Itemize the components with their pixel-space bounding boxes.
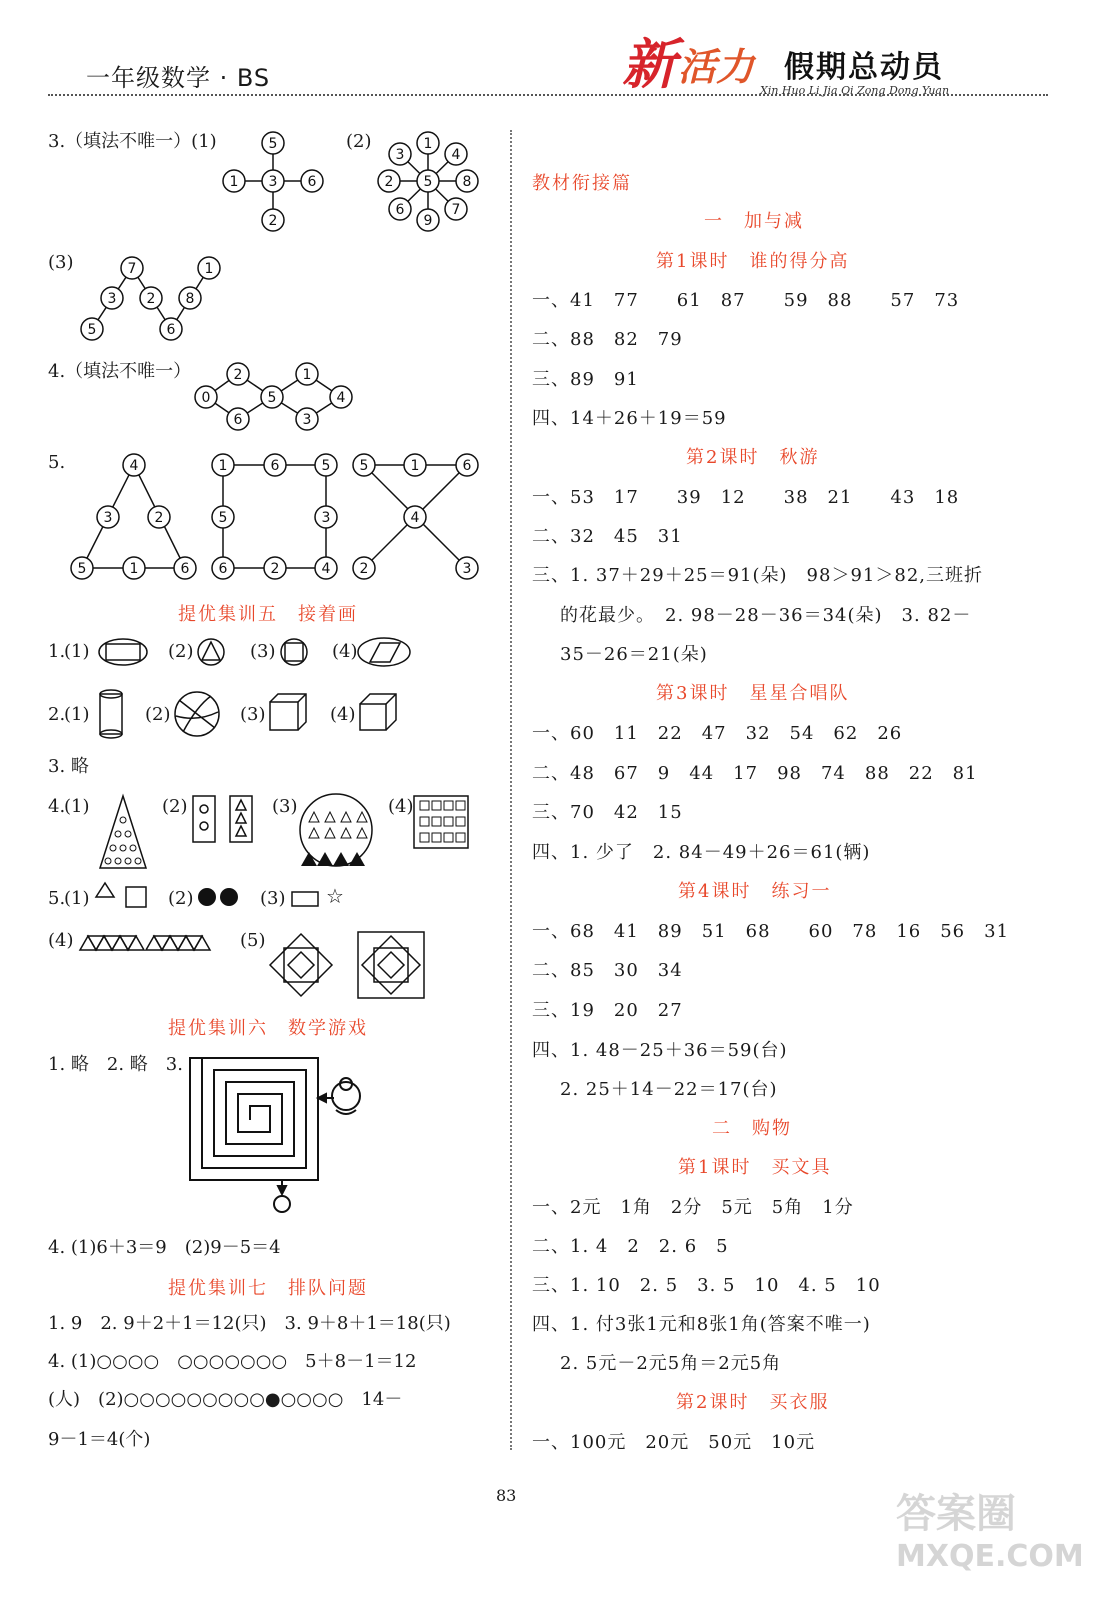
lesson-2-line: 三、1. 37＋29＋25＝91(朵) 98＞91＞82,三班折 [532, 565, 983, 586]
svg-text:3: 3 [107, 291, 117, 307]
svg-text:4: 4 [451, 147, 461, 163]
svg-text:4: 4 [336, 390, 346, 406]
svg-text:2: 2 [268, 213, 278, 229]
s5-q1: 1. [48, 641, 66, 662]
s5-q5: 5. [48, 888, 66, 909]
s5-q5-p1: (1) [64, 888, 90, 909]
svg-text:1: 1 [302, 367, 312, 383]
svg-text:1: 1 [410, 458, 420, 474]
svg-text:☆: ☆ [326, 884, 344, 908]
svg-text:5: 5 [77, 561, 87, 577]
svg-text:7: 7 [451, 202, 461, 218]
svg-text:6: 6 [307, 174, 317, 190]
svg-text:6: 6 [270, 458, 280, 474]
svg-text:3: 3 [395, 147, 405, 163]
svg-text:2: 2 [270, 561, 280, 577]
svg-text:2: 2 [384, 174, 394, 190]
s5-q4-p2: (2) [162, 796, 188, 817]
s5-q1-p1: (1) [64, 641, 90, 662]
q5-label: 5. [48, 452, 66, 473]
svg-text:8: 8 [185, 291, 195, 307]
column-divider [510, 130, 512, 1450]
watermark-line-2: MXQE.COM [896, 1539, 1084, 1574]
s5-q2: 2. [48, 704, 66, 725]
s5-q2-p2: (2) [145, 704, 171, 725]
lesson-1-line: 一、41 77 61 87 59 88 57 73 [532, 290, 960, 311]
m-lesson-1-line: 四、1. 付3张1元和8张1角(答案不唯一) [532, 1314, 871, 1335]
section-title-6: 提优集训六 数学游戏 [168, 1018, 368, 1039]
svg-text:3: 3 [268, 174, 278, 190]
svg-text:1: 1 [218, 458, 228, 474]
s5-q4: 4. [48, 796, 66, 817]
lesson-4-line: 二、85 30 34 [532, 960, 683, 981]
lesson-1-title: 第1课时 谁的得分高 [656, 251, 850, 272]
lesson-1-line: 四、14＋26＋19＝59 [532, 408, 727, 429]
s6-q1: 1. 略 2. 略 3. [48, 1054, 183, 1075]
s5-q2-p1: (1) [64, 704, 90, 725]
m-lesson-1-line: 2. 5元－2元5角＝2元5角 [560, 1353, 782, 1374]
lesson-4-line: 四、1. 48－25＋36＝59(台) [532, 1040, 788, 1061]
svg-text:3: 3 [302, 412, 312, 428]
lesson-3-line: 二、48 67 9 44 17 98 74 88 22 81 [532, 763, 978, 784]
svg-text:5: 5 [267, 390, 277, 406]
lesson-3-line: 一、60 11 22 47 32 54 62 26 [532, 723, 903, 744]
svg-text:1: 1 [129, 561, 139, 577]
m-lesson-1-title: 第1课时 买文具 [678, 1157, 832, 1178]
lesson-2-line: 的花最少。 2. 98－28－36＝34(朵) 3. 82－ [560, 605, 972, 626]
svg-text:2: 2 [233, 367, 243, 383]
unit-1-title: 一 加与减 [704, 211, 804, 232]
svg-text:1: 1 [204, 261, 214, 277]
m-lesson-1-line: 三、1. 10 2. 5 3. 5 10 4. 5 10 [532, 1275, 881, 1296]
watermark-line-1: 答案圈 [896, 1491, 1016, 1537]
lesson-4-line: 一、68 41 89 51 68 60 78 16 56 31 [532, 921, 1010, 942]
svg-text:1: 1 [423, 136, 433, 152]
svg-text:6: 6 [166, 322, 176, 338]
s7-line-3: (人) (2)○○○○○○○○○●○○○○ 14－ [48, 1389, 403, 1410]
svg-text:3: 3 [462, 561, 472, 577]
section-title-7: 提优集训七 排队问题 [168, 1278, 368, 1299]
lesson-1-line: 二、88 82 79 [532, 329, 683, 350]
lesson-2-line: 二、32 45 31 [532, 526, 683, 547]
s5-q2-p3: (3) [240, 704, 266, 725]
svg-text:5: 5 [423, 174, 433, 190]
maze-diagram [186, 1054, 386, 1214]
section-heading: 教材衔接篇 [532, 173, 632, 194]
brand-mid: 活力 [678, 44, 755, 89]
lesson-2-title: 第2课时 秋游 [686, 447, 820, 468]
s5-q4-p1: (1) [64, 796, 90, 817]
svg-text:4: 4 [410, 510, 420, 526]
svg-text:6: 6 [180, 561, 190, 577]
section-title-5: 提优集训五 接着画 [178, 604, 358, 625]
s5-q5-p4: (4) [48, 930, 74, 951]
number-circle-diagrams [0, 0, 510, 600]
s5-q4-p3: (3) [272, 796, 298, 817]
q3-label: 3.（填法不唯一）(1) [48, 131, 217, 152]
svg-text:4: 4 [129, 458, 139, 474]
q4-label: 4.（填法不唯一） [48, 361, 192, 382]
s5-q2-p4: (4) [330, 704, 356, 725]
svg-text:5: 5 [87, 322, 97, 338]
lesson-3-line: 三、70 42 15 [532, 802, 683, 823]
s5-q1-p4: (4) [332, 641, 358, 662]
svg-text:2: 2 [154, 510, 164, 526]
svg-text:7: 7 [127, 261, 137, 277]
watermark-logo [896, 1482, 1084, 1582]
lesson-3-title: 第3课时 星星合唱队 [656, 683, 850, 704]
lesson-4-line: 三、19 20 27 [532, 1000, 683, 1021]
page-number: 83 [496, 1486, 517, 1505]
brand-logo [622, 22, 982, 102]
m-lesson-1-line: 二、1. 4 2 2. 6 5 [532, 1236, 729, 1257]
svg-text:2: 2 [146, 291, 156, 307]
lesson-2-line: 35－26＝21(朵) [560, 644, 708, 665]
unit-2-title: 二 购物 [712, 1118, 792, 1139]
s7-line-1: 1. 9 2. 9＋2＋1＝12(只) 3. 9＋8＋1＝18(只) [48, 1313, 451, 1334]
lesson-2-line: 一、53 17 39 12 38 21 43 18 [532, 487, 960, 508]
s6-q4: 4. (1)6＋3＝9 (2)9－5＝4 [48, 1237, 281, 1258]
svg-text:6: 6 [233, 412, 243, 428]
svg-text:5: 5 [321, 458, 331, 474]
svg-text:2: 2 [359, 561, 369, 577]
lesson-1-line: 三、89 91 [532, 369, 639, 390]
svg-text:1: 1 [229, 174, 239, 190]
brand-pinyin: Xin Huo Li Jia Qi Zong Dong Yuan [760, 84, 950, 97]
s5-q1-p2: (2) [168, 641, 194, 662]
svg-text:5: 5 [218, 510, 228, 526]
s7-line-4: 9－1＝4(个) [48, 1429, 151, 1450]
s7-line-2: 4. (1)○○○○ ○○○○○○○ 5＋8－1＝12 [48, 1351, 417, 1372]
s5-q1-p3: (3) [250, 641, 276, 662]
s5-q5-p5: (5) [240, 930, 266, 951]
svg-text:0: 0 [201, 390, 211, 406]
s5-q5-p3: (3) [260, 888, 286, 909]
brand-main: 新 [622, 32, 676, 96]
lesson-4-title: 第4课时 练习一 [678, 881, 832, 902]
q3-label-3: (3) [48, 252, 74, 273]
svg-text:9: 9 [423, 213, 433, 229]
s5-q5-p2: (2) [168, 888, 194, 909]
svg-text:5: 5 [359, 458, 369, 474]
shape-drawings [0, 620, 510, 1010]
svg-text:6: 6 [218, 561, 228, 577]
s5-q3: 3. 略 [48, 756, 89, 777]
svg-text:8: 8 [462, 174, 472, 190]
svg-text:3: 3 [321, 510, 331, 526]
lesson-3-line: 四、1. 少了 2. 84－49＋26＝61(辆) [532, 842, 871, 863]
brand-rest: 假期总动员 [784, 50, 944, 85]
m-lesson-1-line: 一、2元 1角 2分 5元 5角 1分 [532, 1197, 854, 1218]
svg-text:6: 6 [462, 458, 472, 474]
svg-text:3: 3 [103, 510, 113, 526]
m-lesson-2-title: 第2课时 买衣服 [676, 1392, 830, 1413]
q3-label-2: (2) [346, 131, 372, 152]
m-lesson-2-line: 一、100元 20元 50元 10元 [532, 1432, 816, 1453]
svg-text:5: 5 [268, 136, 278, 152]
svg-text:4: 4 [321, 561, 331, 577]
s5-q4-p4: (4) [388, 796, 414, 817]
svg-text:6: 6 [395, 202, 405, 218]
book-subtitle: 一年级数学 · BS [86, 64, 271, 92]
lesson-4-line: 2. 25＋14－22＝17(台) [560, 1079, 778, 1100]
